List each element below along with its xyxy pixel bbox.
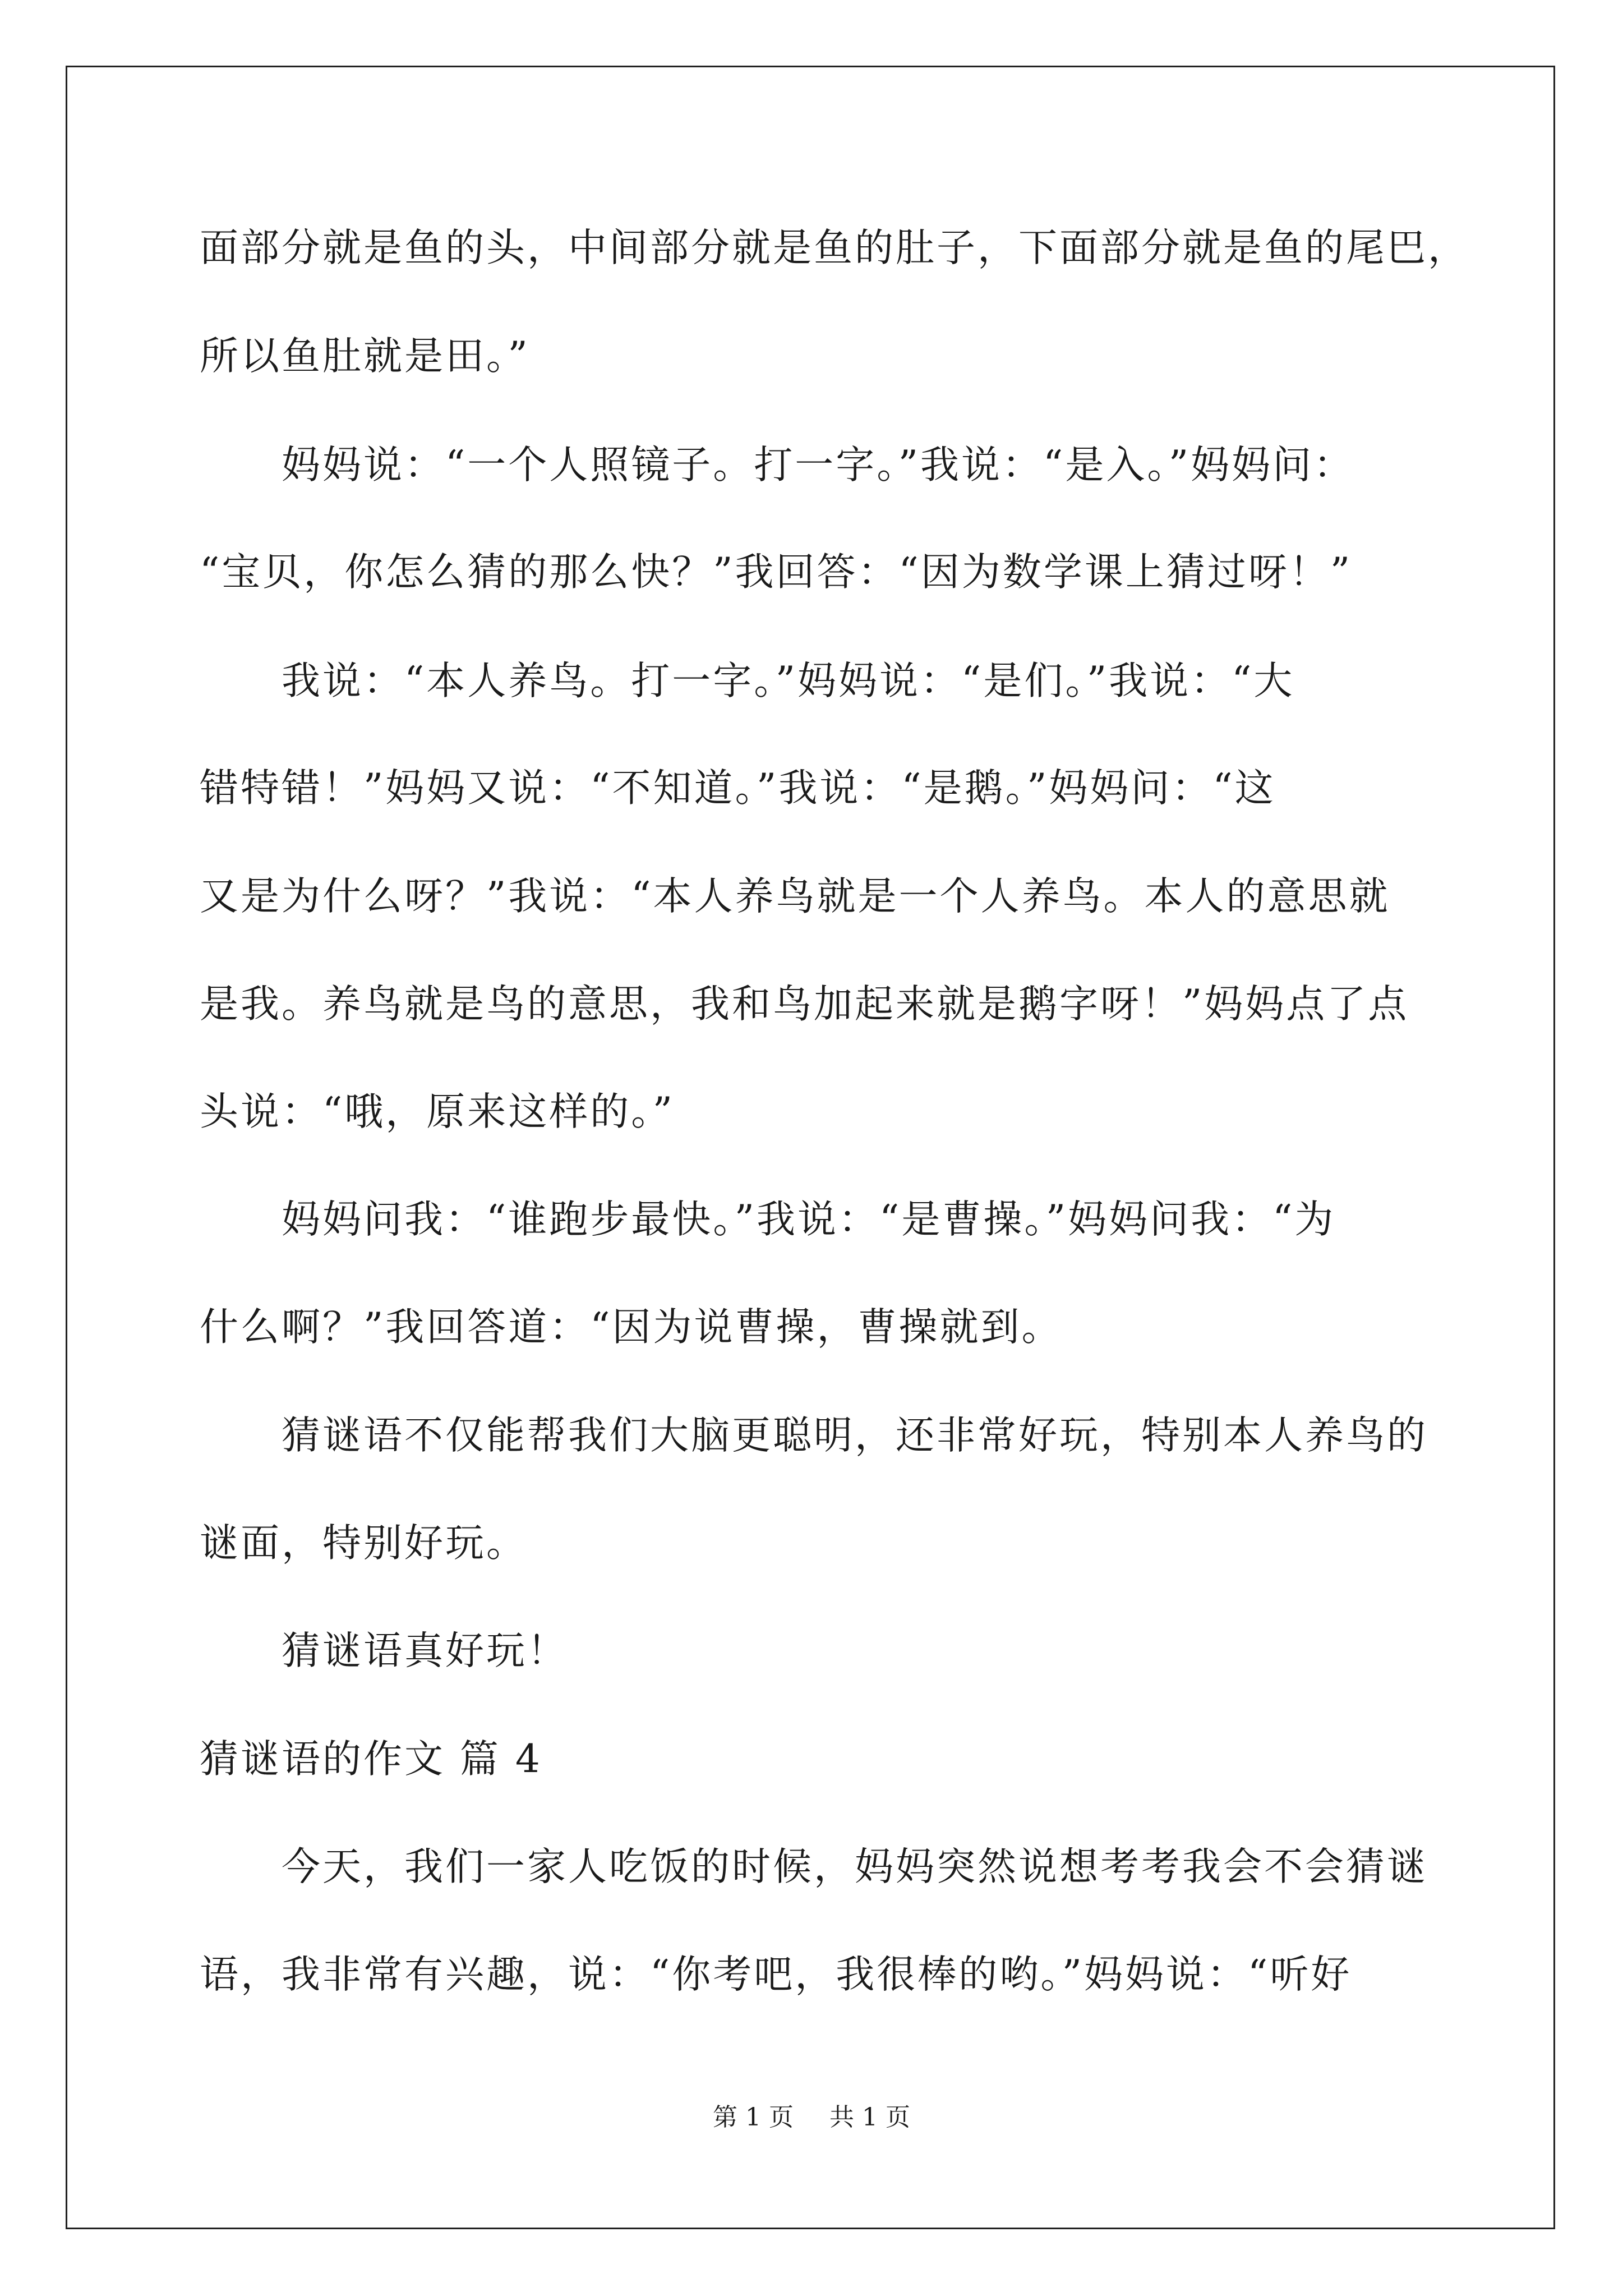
page-number: 第 1 页 bbox=[713, 2103, 794, 2132]
text-line: 是我。养鸟就是鸟的意思，我和鸟加起来就是鹅字呀！”妈妈点了点 bbox=[200, 982, 1409, 1027]
text-line: 头说：“哦，原来这样的。” bbox=[200, 1089, 675, 1134]
text-line: 谜面，特别好玩。 bbox=[200, 1521, 527, 1566]
paragraph-start: 猜谜语真好玩！ bbox=[282, 1628, 568, 1673]
paragraph-start: 今天，我们一家人吃饭的时候，妈妈突然说想考考我会不会猜谜 bbox=[282, 1844, 1428, 1889]
paragraph-start: 猜谜语不仅能帮我们大脑更聪明，还非常好玩，特别本人养鸟的 bbox=[282, 1413, 1428, 1458]
page-border bbox=[66, 66, 1555, 2229]
text-line: 错特错！”妈妈又说：“不知道。”我说：“是鹅。”妈妈问：“这 bbox=[200, 766, 1276, 811]
page-total: 共 1 页 bbox=[829, 2103, 910, 2132]
text-line: 面部分就是鱼的头，中间部分就是鱼的肚子，下面部分就是鱼的尾巴， bbox=[200, 226, 1469, 270]
page-footer bbox=[0, 2097, 1623, 2133]
paragraph-start: 我说：“本人养鸟。打一字。”妈妈说：“是们。”我说：“大 bbox=[282, 659, 1295, 703]
paragraph-start: 妈妈问我：“谁跑步最快。”我说：“是曹操。”妈妈问我：“为 bbox=[282, 1197, 1336, 1242]
section-heading: 猜谜语的作文 篇 4 bbox=[200, 1737, 542, 1782]
text-line: 什么啊？”我回答道：“因为说曹操，曹操就到。 bbox=[200, 1305, 1063, 1350]
paragraph-start: 妈妈说：“一个人照镜子。打一字。”我说：“是入。”妈妈问： bbox=[282, 443, 1355, 487]
text-line: “宝贝，你怎么猜的那么快？”我回答：“因为数学课上猜过呀！” bbox=[200, 550, 1353, 595]
text-line: 所以鱼肚就是田。” bbox=[200, 334, 530, 379]
text-line: 又是为什么呀？”我说：“本人养鸟就是一个人养鸟。本人的意思就 bbox=[200, 874, 1390, 919]
text-line: 语，我非常有兴趣，说：“你考吧，我很棒的哟。”妈妈说：“听好 bbox=[200, 1952, 1352, 1997]
